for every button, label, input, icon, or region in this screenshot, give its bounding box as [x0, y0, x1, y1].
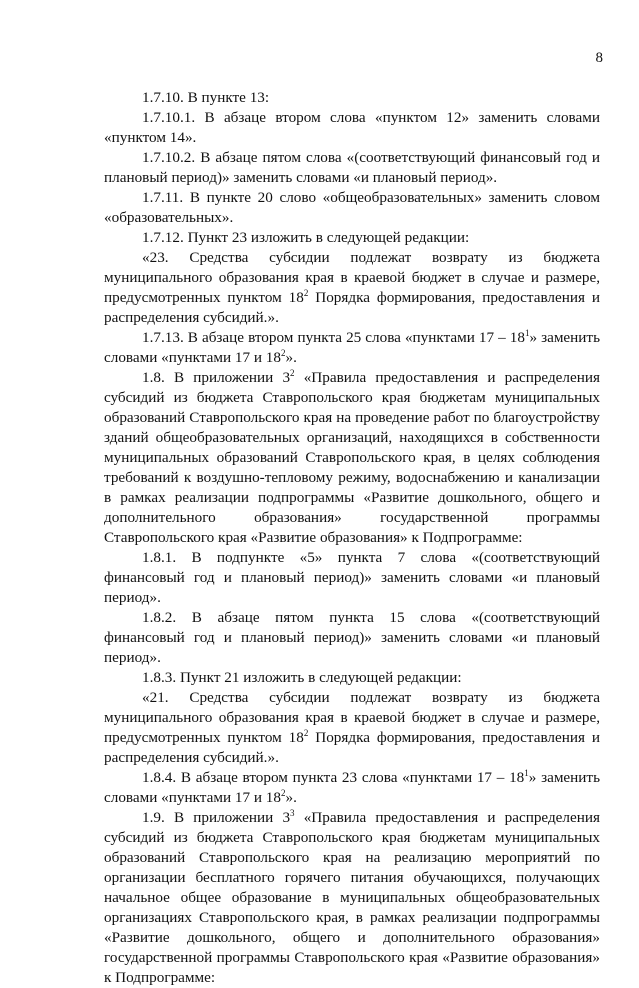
paragraph-1-8-3: 1.8.3. Пункт 21 изложить в следующей редакции:: [142, 669, 462, 686]
paragraph-1-7-12: 1.7.12. Пункт 23 изложить в следующей редакции:: [142, 229, 470, 246]
paragraph-1-9: 1.9. В приложении $3^3$ «Правила предоставления и распределения субсидий из бюджета Ставропольского края бюджетам муниципальных образований Ставропольского края на реализацию мероприятий по организации бесплатного горячего питания обучающихся, получающих начальное общее образование в муниципальных общеобразовательных организациях Ставропольского края, в рамках реализации подпрограммы «Развитие дошкольного, общего и дополнительного образования» государственной программы Ставропольского края «Развитие образования» к Подпрограмме:: [104, 807, 600, 986]
paragraph-1-7-10-1: 1.7.10.1. В абзаце втором слова «пунктом 12» заменить словами «пунктом 14».: [104, 109, 600, 146]
paragraph-1-7-11: 1.7.11. В пункте 20 слово «общеобразовательных» заменить словом «образовательных».: [104, 189, 600, 226]
superscript: 2: [303, 287, 309, 298]
superscript: 2: [290, 367, 295, 378]
superscript: 2: [280, 347, 286, 358]
paragraph-1-8: 1.8. В приложении $3^2$ «Правила предоставления и распределения субсидий из бюджета Ставропольского края бюджетам муниципальных образований Ставропольского края на проведение работ по благоустройству зданий общеобразовательных организаций, находящихся в собственности муниципальных образований Ставропольского края, в целях соблюдения требований к воздушно-тепловому режиму, водоснабжению и канализации в рамках реализации подпрограммы «Развитие дошкольного, общего и дополнительного образования» государственной программы Ставропольского края «Развитие образования» к Подпрограмме:: [104, 367, 600, 546]
paragraph-point-23-text: «23. Средства субсидии подлежат возврату из бюджета муниципального образования края в краевой бюджет в случае и размере, предусмотренных пунктом $18^2$ Порядка формирования, предоставления и распределения субсидий.».: [104, 249, 600, 326]
paragraph-point-21-text: «21. Средства субсидии подлежат возврату из бюджета муниципального образования края в краевой бюджет в случае и размере, предусмотренных пунктом $18^2$ Порядка формирования, предоставления и распределения субсидий.».: [104, 689, 600, 766]
superscript: 3: [290, 807, 295, 818]
paragraph-1-7-13: 1.7.13. В абзаце втором пункта 25 слова «пунктами $17 - 18^1$» заменить словами «пунктами 17 и $18^2$».: [104, 327, 600, 366]
superscript: 1: [524, 327, 530, 338]
paragraph-1-7-10-2: 1.7.10.2. В абзаце пятом слова «(соответствующий финансовый год и плановый период)» заменить словами «и плановый период».: [104, 149, 600, 186]
superscript: 2: [280, 787, 286, 798]
paragraph-1-8-4: 1.8.4. В абзаце втором пункта 23 слова «пунктами $17 - 18^1$» заменить словами «пунктами 17 и $18^2$».: [104, 767, 600, 806]
superscript: 2: [303, 727, 309, 738]
superscript: 1: [524, 767, 529, 778]
page-number: 8: [595, 50, 603, 66]
paragraph-1-8-2: 1.8.2. В абзаце пятом пункта 15 слова «(соответствующий финансовый год и плановый период)» заменить словами «и плановый период».: [104, 609, 600, 666]
paragraph-1-7-10: 1.7.10. В пункте 13:: [142, 89, 270, 106]
document-body: [104, 88, 600, 988]
paragraph-1-8-1: 1.8.1. В подпункте «5» пункта 7 слова «(соответствующий финансовый год и плановый период)» заменить словами «и плановый период».: [104, 549, 600, 606]
